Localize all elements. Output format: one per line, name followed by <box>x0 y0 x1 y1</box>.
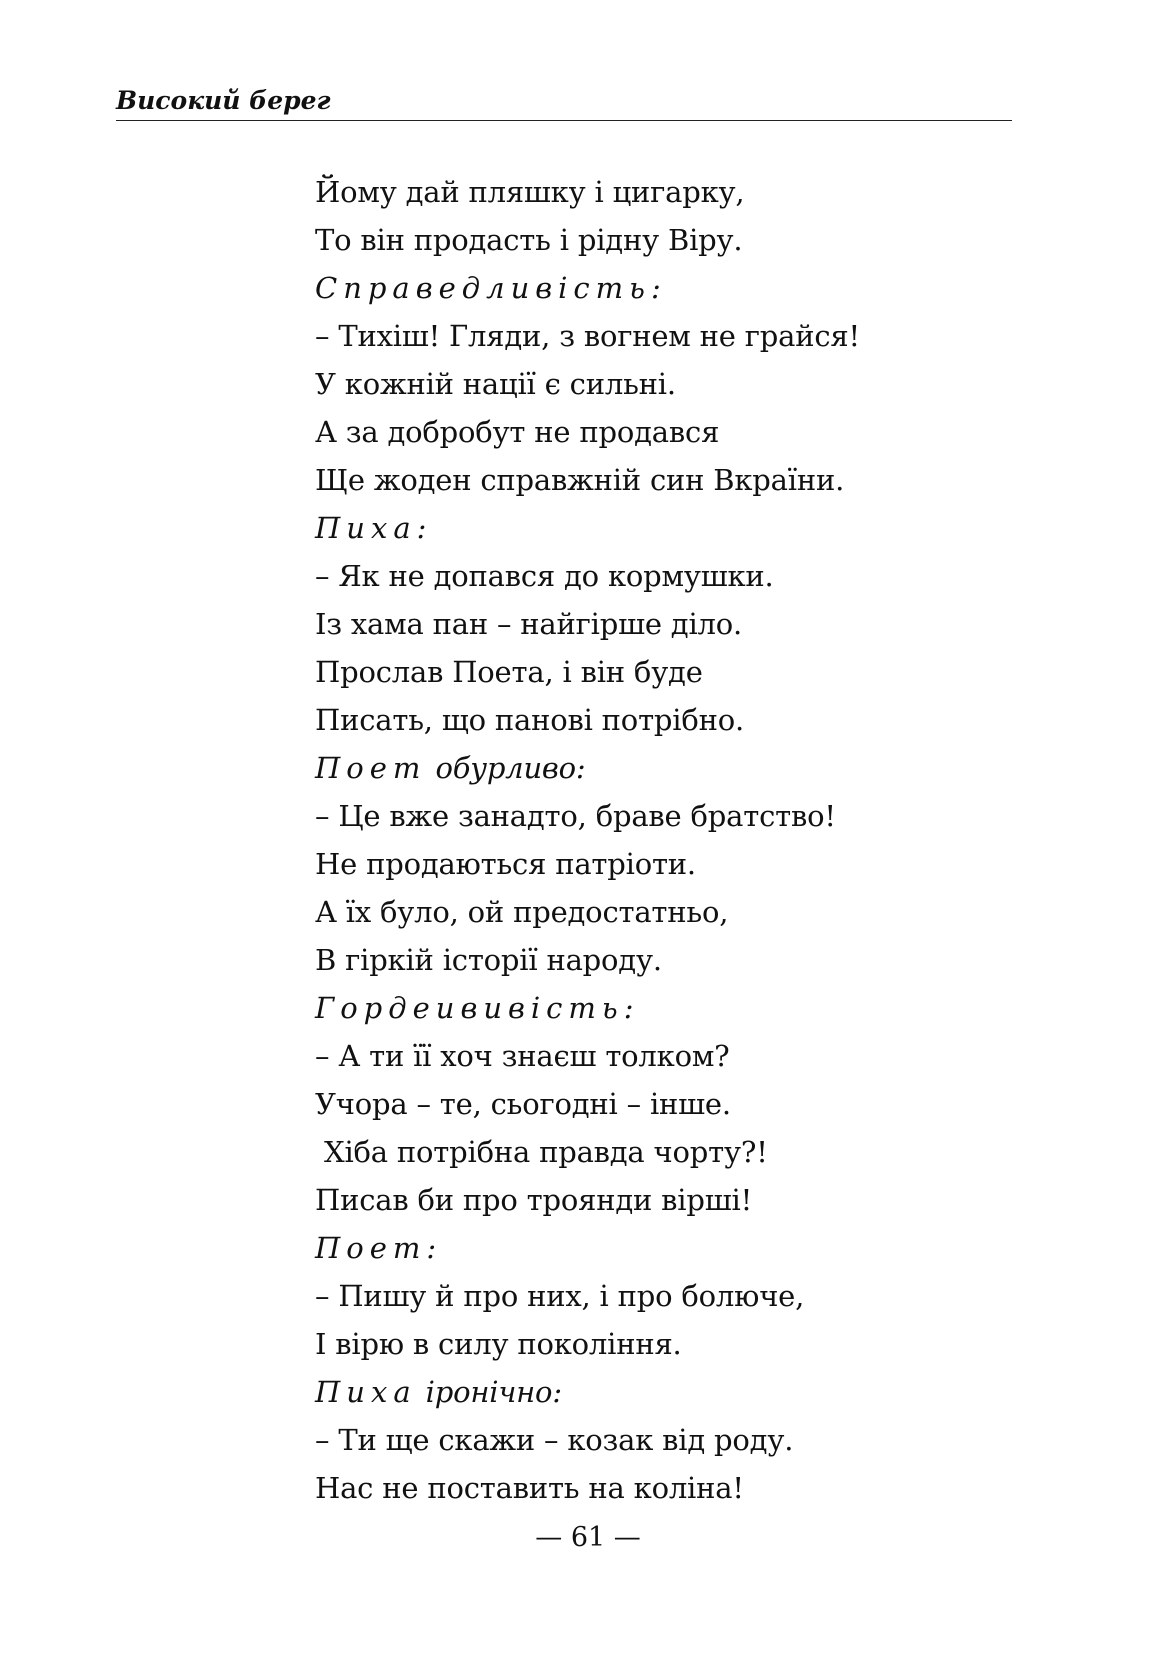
speaker-note: іронічно <box>416 1375 553 1409</box>
verse-line: Із хама пан – найгірше діло. <box>315 607 743 641</box>
verse-line: Прослав Поета, і він буде <box>315 655 703 689</box>
verse-line: Писав би про троянди вірші! <box>315 1183 753 1217</box>
verse-line: – Тихіш! Гляди, з вогнем не грайся! <box>315 319 860 353</box>
speaker-colon: : <box>416 511 427 545</box>
header-rule <box>116 120 1012 121</box>
verse-line: Писать, що панові потрібно. <box>315 703 745 737</box>
verse-line: То він продасть і рідну Віру. <box>315 223 743 257</box>
verse-line: – Це вже занадто, браве братство! <box>315 799 836 833</box>
speaker-colon: : <box>552 1375 562 1409</box>
verse-line: Йому дай пляшку і цигарку, <box>315 175 745 209</box>
verse-line: А їх було, ой предостатньо, <box>315 895 729 929</box>
speaker-note: обурливо <box>426 751 576 785</box>
verse-line: – А ти її хоч знаєш толком? <box>315 1039 730 1073</box>
verse-line: – Як не допався до кормушки. <box>315 559 774 593</box>
verse-line: Нас не поставить на коліна! <box>315 1471 744 1505</box>
speaker-line <box>315 744 860 792</box>
speaker-colon: : <box>426 1231 436 1265</box>
verse-line: У кожній нації є сильні. <box>315 367 676 401</box>
page-number-container <box>0 1522 1166 1554</box>
verse-line: Учора – те, сьогодні – інше. <box>315 1087 731 1121</box>
speaker-line <box>315 264 860 312</box>
verse-line: Ще жоден справжній син Вкраїни. <box>315 463 845 497</box>
verse-line: – Ти ще скажи – козак від роду. <box>315 1423 794 1457</box>
page-number: — 61 — <box>535 1522 641 1553</box>
speaker-name: Поет <box>315 751 427 785</box>
speaker-line <box>315 1368 860 1416</box>
running-header-title: Високий берег <box>116 86 331 115</box>
speaker-line <box>315 1224 860 1272</box>
speaker-name: Гордеививість <box>315 991 624 1025</box>
verse-line: І вірю в силу покоління. <box>315 1327 682 1361</box>
verse-line: Не продаються патріоти. <box>315 847 696 881</box>
speaker-name: Справедливість <box>315 271 651 305</box>
speaker-line <box>315 504 860 552</box>
speaker-line <box>315 984 860 1032</box>
poem-body <box>315 168 860 1512</box>
speaker-colon: : <box>575 751 586 785</box>
verse-line: Хіба потрібна правда чорту?! <box>315 1135 768 1169</box>
speaker-colon: : <box>623 991 634 1025</box>
verse-line: А за добробут не продався <box>315 415 720 449</box>
speaker-name: Поет <box>315 1231 427 1265</box>
speaker-name: Пиха <box>315 511 417 545</box>
verse-line: – Пишу й про них, і про болюче, <box>315 1279 805 1313</box>
speaker-colon: : <box>650 271 661 305</box>
speaker-name: Пиха <box>315 1375 417 1409</box>
verse-line: В гіркій історії народу. <box>315 943 662 977</box>
